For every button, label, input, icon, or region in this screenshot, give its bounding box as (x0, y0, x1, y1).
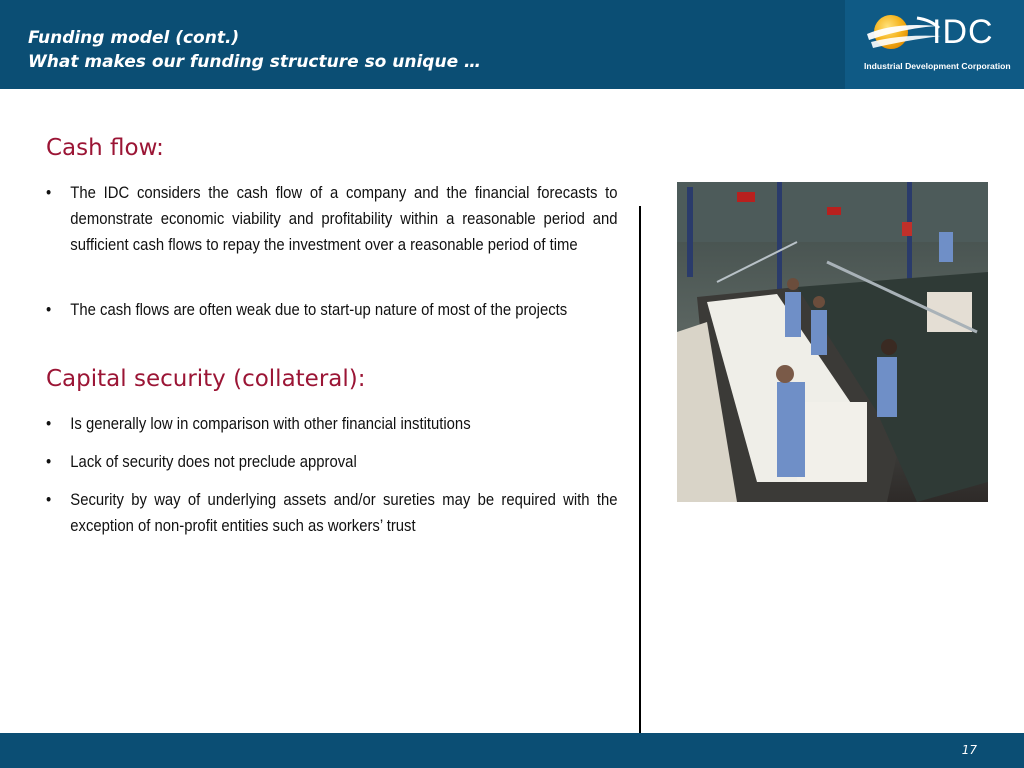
slide-title-line1: Funding model (cont.) (28, 28, 240, 48)
bullet-icon: • (46, 453, 52, 471)
bullet-item (46, 180, 618, 258)
footer-bar (0, 733, 1024, 768)
bullet-text: Security by way of underlying assets and/or sureties may be required with the exception of non-profit entities such as workers’ trust (70, 491, 618, 535)
bullet-icon: • (46, 491, 52, 509)
bullet-item (46, 411, 561, 437)
section-title-cash-flow: Cash flow: (46, 135, 164, 161)
vertical-divider (639, 206, 641, 746)
bullet-text: Lack of security does not preclude approval (70, 453, 357, 471)
logo-text: IDC (932, 13, 994, 51)
logo-subtitle: Industrial Development Corporation (864, 61, 1011, 71)
bullet-icon: • (46, 184, 52, 202)
slide-title (28, 26, 481, 74)
section-title-capital-security: Capital security (collateral): (46, 366, 366, 392)
bullet-item (46, 449, 561, 475)
bullet-icon: • (46, 301, 52, 319)
bullet-text: The IDC considers the cash flow of a company and the financial forecasts to demonstrate economic viability and profitability within a reasonable period and sufficient cash flows to repay the investment over a reasonable period of time (70, 184, 618, 254)
bullet-text: Is generally low in comparison with other financial institutions (70, 415, 471, 433)
bullet-icon: • (46, 415, 52, 433)
bullet-item (46, 297, 568, 323)
header-bar (0, 0, 1024, 89)
idc-logo (845, 0, 1024, 89)
bullet-text: The cash flows are often weak due to start-up nature of most of the projects (70, 301, 568, 319)
slide-title-line2: What makes our funding structure so unique … (28, 52, 482, 72)
bullet-item (46, 487, 618, 539)
page-number: 17 (961, 743, 977, 757)
factory-photo (677, 182, 988, 502)
